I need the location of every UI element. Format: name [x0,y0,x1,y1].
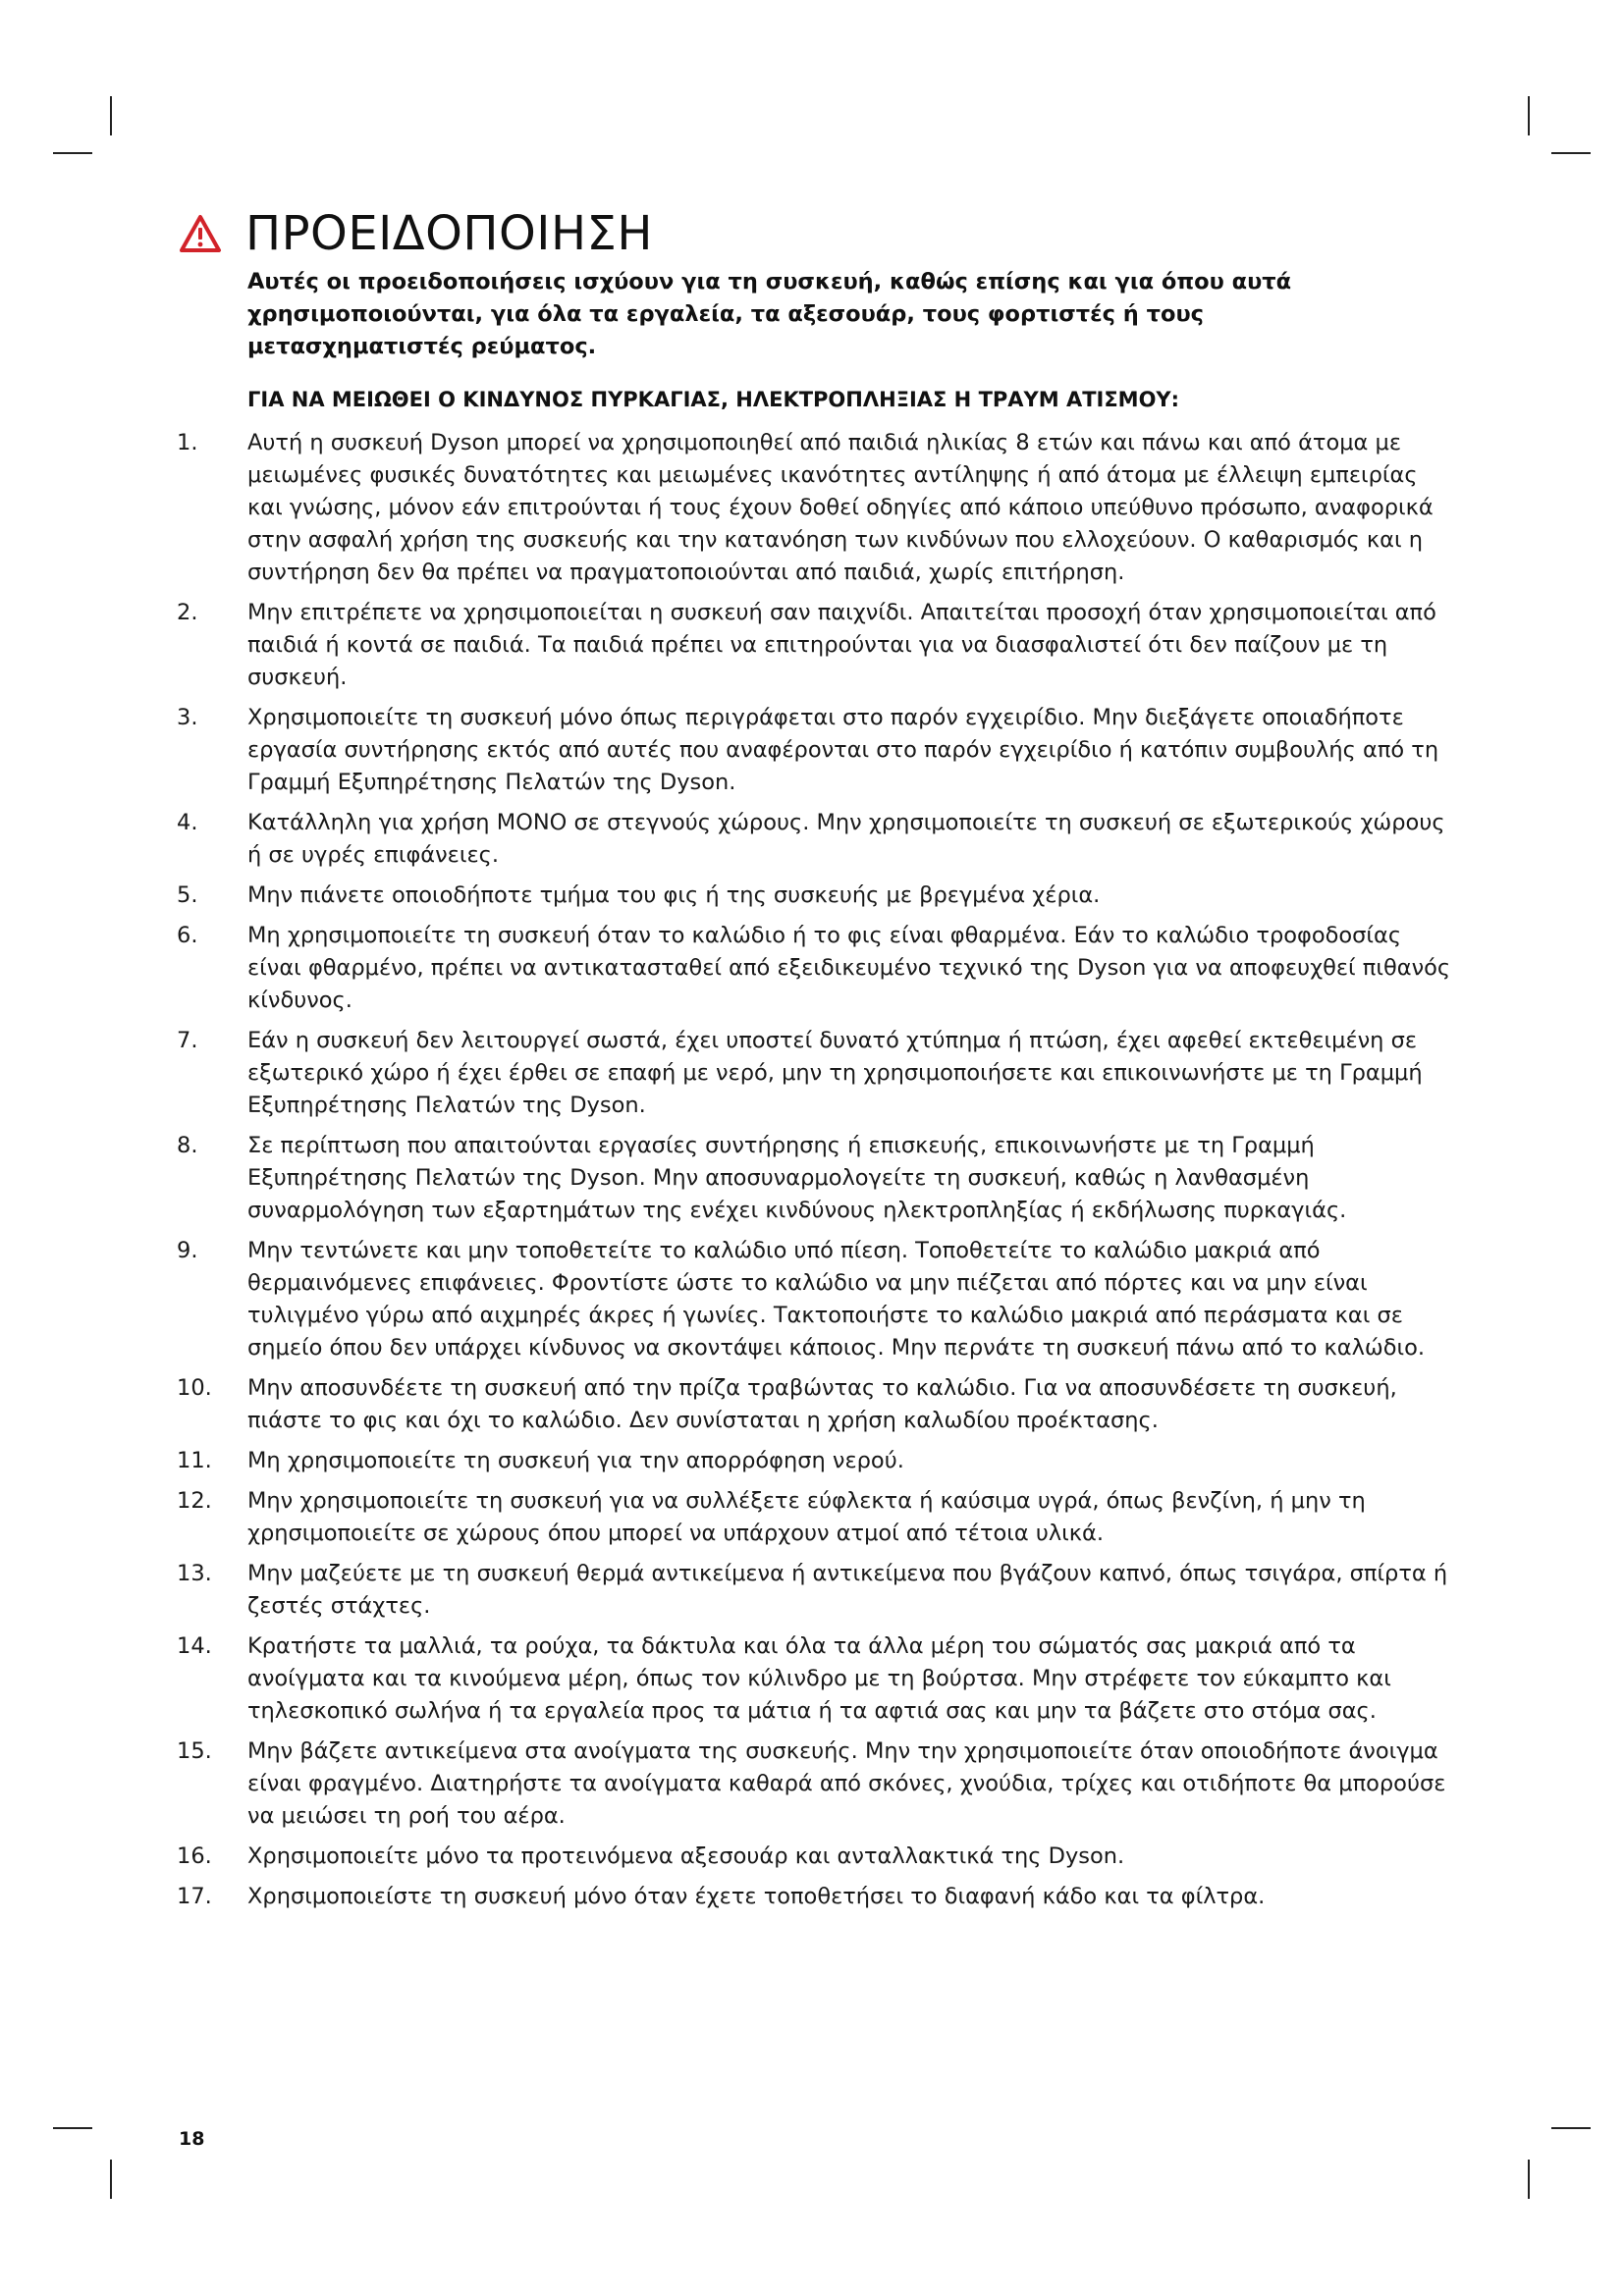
list-item [177,920,1453,1017]
list-item-text: Χρησιμοποιείστε τη συσκευή μόνο όταν έχετε τοποθετήσει το διαφανή κάδο και τα φίλτρα. [247,1884,1266,1909]
list-item-number: 14. [177,1633,212,1659]
list-item-number: 7. [177,1028,198,1053]
list-item-number: 12. [177,1488,212,1514]
crop-mark [110,2160,112,2199]
list-item-number: 5. [177,882,198,908]
page-title: ΠΡΟΕΙΔΟΠΟΙΗΣΗ [245,206,653,261]
list-item [177,1235,1453,1364]
list-item-text: Μην πιάνετε οποιοδήποτε τμήμα του φις ή της συσκευής με βρεγμένα χέρια. [247,882,1101,908]
warning-list [177,427,1453,1921]
list-item-text: Μην αποσυνδέετε τη συσκευή από την πρίζα τραβώντας το καλώδιο. Για να αποσυνδέσετε τη συσκευή, πιάστε το φις και όχι το καλώδιο. Δεν συνίσταται η χρήση καλωδίου προέκτασης. [247,1375,1397,1433]
list-item-number: 6. [177,923,198,948]
list-item [177,1841,1453,1873]
list-item [177,1025,1453,1122]
list-item [177,1630,1453,1728]
list-item-text: Μην βάζετε αντικείμενα στα ανοίγματα της συσκευής. Μην την χρησιμοποιείτε όταν οποιοδήποτε άνοιγμα είναι φραγμένο. Διατηρήστε τα ανοίγματα καθαρά από σκόνες, χνούδια, τρίχες και οτιδήποτε θα μπορούσε να μειώσει τη ροή του αέρα. [247,1738,1446,1829]
list-item-number: 11. [177,1448,212,1473]
list-item [177,597,1453,694]
list-item-number: 13. [177,1561,212,1586]
list-item [177,1881,1453,1913]
list-item-text: Αυτή η συσκευή Dyson μπορεί να χρησιμοποιηθεί από παιδιά ηλικίας 8 ετών και πάνω και από άτομα με μειωμένες φυσικές δυνατότητες και μειωμένες ικανότητες αντίληψης ή από άτομα με έλλειψη εμπειρίας και γνώσης, μόνον εάν επιτρούνται ή τους έχουν δοθεί οδηγίες από κάποιο υπεύθυνο πρόσωπο, αναφορικά στην ασφαλή χρήση της συσκευής και την κατανόηση των κινδύνων που ελλοχεύουν. Ο καθαρισμός και η συντήρηση δεν θα πρέπει να πραγματοποιούνται από παιδιά, χωρίς επιτήρηση. [247,430,1434,585]
crop-mark [1528,2160,1530,2199]
list-item-number: 8. [177,1133,198,1158]
list-item-text: Μην χρησιμοποιείτε τη συσκευή για να συλλέξετε εύφλεκτα ή καύσιμα υγρά, όπως βενζίνη, ή μην τη χρησιμοποιείτε σε χώρους όπου μπορεί να υπάρχουν ατμοί από τέτοια υλικά. [247,1488,1366,1546]
list-item-text: Μην τεντώνετε και μην τοποθετείτε το καλώδιο υπό πίεση. Τοποθετείτε το καλώδιο μακριά από θερμαινόμενες επιφάνειες. Φροντίστε ώστε το καλώδιο να μην πιέζεται από πόρτες και να μην είναι τυλιγμένο γύρω από αιχμηρές άκρες ή γωνίες. Τακτοποιήστε το καλώδιο μακριά από περάσματα και σε σημείο όπου δεν υπάρχει κίνδυνος να σκοντάψει κάποιος. Μην περνάτε τη συσκευή πάνω από το καλώδιο. [247,1238,1426,1361]
list-item-text: Κατάλληλη για χρήση ΜΟΝΟ σε στεγνούς χώρους. Μην χρησιμοποιείτε τη συσκευή σε εξωτερικούς χώρους ή σε υγρές επιφάνειες. [247,810,1445,868]
list-item-text: Μην μαζεύετε με τη συσκευή θερμά αντικείμενα ή αντικείμενα που βγάζουν καπνό, όπως τσιγάρα, σπίρτα ή ζεστές στάχτες. [247,1561,1448,1619]
list-item-text: Εάν η συσκευή δεν λειτουργεί σωστά, έχει υποστεί δυνατό χτύπημα ή πτώση, έχει αφεθεί εκτεθειμένη σε εξωτερικό χώρο ή έχει έρθει σε επαφή με νερό, μην τη χρησιμοποιήσετε και επικοινωνήστε με τη Γραμμή Εξυπηρέτησης Πελατών της Dyson. [247,1028,1423,1118]
list-item [177,702,1453,799]
crop-mark [1551,152,1591,154]
crop-mark [53,152,92,154]
list-item-text: Μην επιτρέπετε να χρησιμοποιείται η συσκευή σαν παιχνίδι. Απαιτείται προσοχή όταν χρησιμοποιείται από παιδιά ή κοντά σε παιδιά. Τα παιδιά πρέπει να επιτηρούνται για να διασφαλιστεί ότι δεν παίζουν με τη συσκευή. [247,600,1436,690]
list-item [177,1735,1453,1833]
list-item [177,1558,1453,1623]
list-item-number: 10. [177,1375,212,1401]
list-item [177,1130,1453,1227]
crop-mark [1528,96,1530,135]
list-item-number: 9. [177,1238,198,1263]
list-item-number: 15. [177,1738,212,1764]
warning-heading [179,206,653,261]
safety-subheading: ΓΙΑ ΝΑ ΜΕΙΩΘΕΙ Ο ΚΙΝΔΥΝΟΣ ΠΥΡΚΑΓΙΑΣ, ΗΛΕΚΤΡΟΠΛΗΞΙΑΣ Η ΤΡΑΥΜ ΑΤΙΣΜΟΥ: [247,388,1180,411]
list-item [177,1372,1453,1437]
list-item-number: 3. [177,705,198,730]
crop-mark [110,96,112,135]
list-item [177,427,1453,589]
list-item [177,807,1453,872]
list-item [177,1445,1453,1477]
list-item [177,880,1453,912]
list-item-number: 17. [177,1884,212,1909]
intro-paragraph: Αυτές οι προειδοποιήσεις ισχύουν για τη συσκευή, καθώς επίσης και για όπου αυτά χρησιμοποιούνται, για όλα τα εργαλεία, τα αξεσουάρ, τους φορτιστές ή τους μετασχηματιστές ρεύματος. [247,269,1292,359]
list-item-number: 1. [177,430,198,455]
list-item-text: Κρατήστε τα μαλλιά, τα ρούχα, τα δάκτυλα και όλα τα άλλα μέρη του σώματός σας μακριά από τα ανοίγματα και τα κινούμενα μέρη, όπως τον κύλινδρο με τη βούρτσα. Μην στρέφετε τον εύκαμπτο και τηλεσκοπικό σωλήνα ή τα εργαλεία προς τα μάτια ή τα αφτιά σας και μην τα βάζετε στο στόμα σας. [247,1633,1391,1724]
warning-triangle-icon [179,214,222,253]
list-item-text: Σε περίπτωση που απαιτούνται εργασίες συντήρησης ή επισκευής, επικοινωνήστε με τη Γραμμή Εξυπηρέτησης Πελατών της Dyson. Μην αποσυναρμολογείτε τη συσκευή, καθώς η λανθασμένη συναρμολόγηση των εξαρτημάτων της ενέχει κινδύνους ηλεκτροπληξίας ή εκδήλωσης πυρκαγιάς. [247,1133,1347,1223]
crop-mark [1551,2127,1591,2129]
list-item-number: 2. [177,600,198,625]
list-item-number: 16. [177,1843,212,1869]
list-item-number: 4. [177,810,198,835]
page-number: 18 [179,2128,205,2150]
crop-mark [53,2127,92,2129]
list-item-text: Χρησιμοποιείτε τη συσκευή μόνο όπως περιγράφεται στο παρόν εγχειρίδιο. Μην διεξάγετε οποιαδήποτε εργασία συντήρησης εκτός από αυτές που αναφέρονται στο παρόν εγχειρίδιο ή κατόπιν συμβουλής από τη Γραμμή Εξυπηρέτησης Πελατών της Dyson. [247,705,1439,795]
list-item-text: Μη χρησιμοποιείτε τη συσκευή για την απορρόφηση νερού. [247,1448,904,1473]
list-item-text: Χρησιμοποιείτε μόνο τα προτεινόμενα αξεσουάρ και ανταλλακτικά της Dyson. [247,1843,1125,1869]
list-item-text: Μη χρησιμοποιείτε τη συσκευή όταν το καλώδιο ή το φις είναι φθαρμένα. Εάν το καλώδιο τροφοδοσίας είναι φθαρμένο, πρέπει να αντικατασταθεί από εξειδικευμένο τεχνικό της Dyson για να αποφευχθεί πιθανός κίνδυνος. [247,923,1451,1013]
list-item [177,1485,1453,1550]
